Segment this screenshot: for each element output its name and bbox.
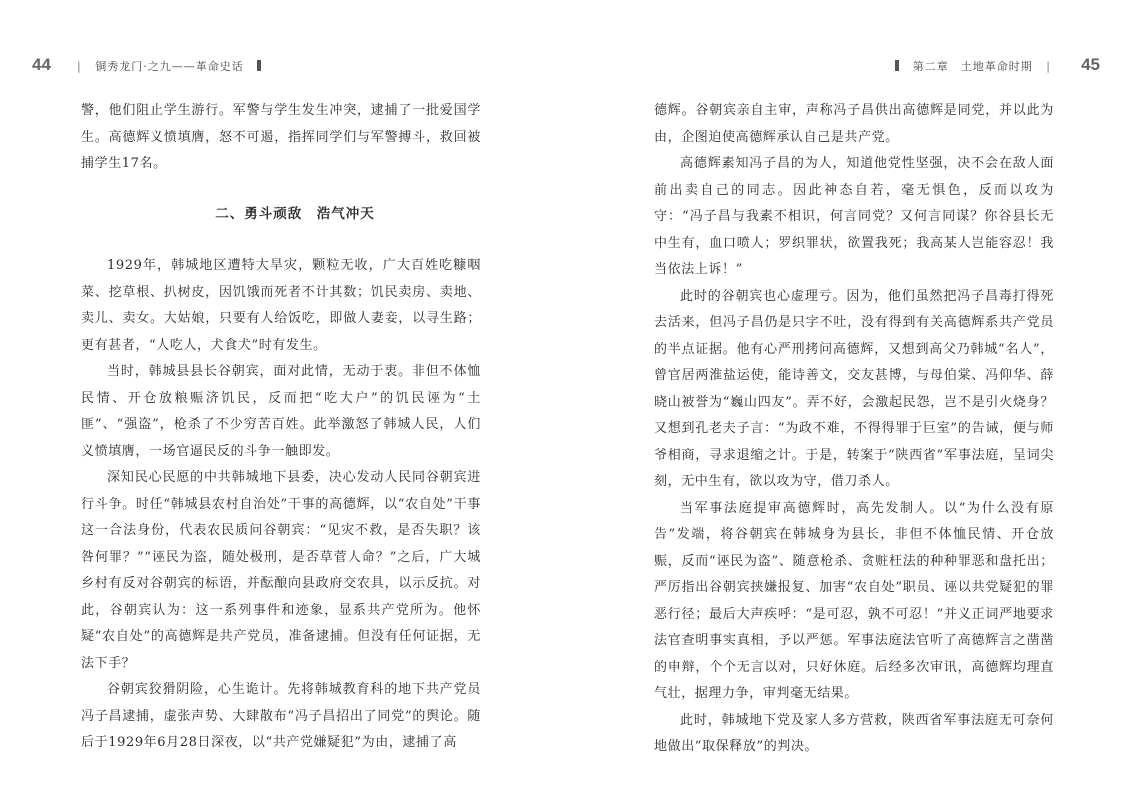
header-bar-marker	[257, 60, 261, 71]
paragraph: 谷朝宾狡猾阴险，心生诡计。先将韩城教育科的地下共产党员冯子昌逮捕，虚张声势、大肆散布“冯子昌招出了同党”的舆论。随后于1929年6月28日深夜，以“共产党嫌疑犯”为由，逮捕了高	[81, 682, 481, 750]
paragraph: 1929年，韩城地区遭特大旱灾，颗粒无收，广大百姓吃糠咽菜、挖草根、扒树皮，因饥饿而死者不计其数；饥民卖房、卖地、卖儿、卖女。大姑娘，只要有人给饭吃，即做人妻妾，以寻生路；更有甚者，“人吃人，犬食犬”时有发生。	[81, 258, 481, 353]
right-page	[567, 0, 1133, 799]
running-head-right: 第二章 土地革命时期 |	[895, 58, 1051, 74]
right-page-header	[567, 55, 1133, 77]
running-head-right-text: 第二章 土地革命时期	[912, 60, 1033, 73]
right-page-body	[654, 98, 1054, 761]
paragraph: 德辉。谷朝宾亲自主审，声称冯子昌供出高德辉是同党，并以此为由，企图迫使高德辉承认自己是共产党。	[654, 103, 1054, 145]
section-title: 二、勇斗顽敌 浩气冲天	[215, 205, 375, 222]
running-head-left: | 铜秀龙门·之九——革命史话	[77, 58, 261, 74]
paragraph: 此时，韩城地下党及家人多方营救，陕西省军事法庭无可奈何地做出“取保释放”的判决。	[654, 712, 1054, 754]
header-bar-marker	[895, 60, 899, 71]
running-head-left-text: 铜秀龙门·之九——革命史话	[95, 60, 244, 73]
paragraph: 高德辉素知冯子昌的为人，知道他党性坚强，决不会在敌人面前出卖自己的同志。因此神态自若，毫无惧色，反而以攻为守：“冯子昌与我素不相识，何言同党？又何言同谋？你谷县长无中生有，血口喷人；罗织罪状，欲置我死；我高某人岂能容忍！我当依法上诉！”	[654, 156, 1054, 277]
paragraph: 深知民心民愿的中共韩城地下县委，决心发动人民同谷朝宾进行斗争。时任“韩城县农村自治处”干事的高德辉，以“农自处”干事这一合法身份，代表农民质问谷朝宾：“见灾不救，是否失职？该咎何罪？”“诬民为盗，随处极刑，是否草菅人命？”之后，广大城乡村有反对谷朝宾的标语，并酝酿向县政府交农具，以示反抗。对此，谷朝宾认为：这一系列事件和迹象，显系共产党所为。他怀疑“农自处”的高德辉是共产党员，准备逮捕。但没有任何证据，无法下手？	[81, 470, 481, 671]
left-page-body	[81, 98, 481, 757]
page-number-right: 45	[1081, 55, 1100, 74]
page-number-left: 44	[32, 55, 51, 74]
paragraph: 当时，韩城县县长谷朝宾，面对此情，无动于衷。非但不体恤民情、开仓放粮赈济饥民，反而把“吃大户”的饥民诬为“土匪”、“强盗”，枪杀了不少穷苦百姓。此举激怒了韩城人民，人们义愤填膺，一场官逼民反的斗争一触即发。	[81, 364, 481, 459]
paragraph: 当军事法庭提审高德辉时，高先发制人。以“为什么没有原告”发端，将谷朝宾在韩城身为县长，非但不体恤民情、开仓放赈，反而“诬民为盗”、随意枪杀、贪赃枉法的种种罪恶和盘托出；严厉指出谷朝宾挟嫌报复、加害“农自处”职员、诬以共党疑犯的罪恶行径；最后大声疾呼：“是可忍，孰不可忍！”并义正词严地要求法官查明事实真相，予以严惩。军事法庭法官听了高德辉言之凿凿的申辩，个个无言以对，只好休庭。后经多次审讯，高德辉均理直气壮，据理力争，审判毫无结果。	[654, 500, 1054, 701]
left-page	[0, 0, 566, 799]
paragraph: 警，他们阻止学生游行。军警与学生发生冲突，逮捕了一批爱国学生。高德辉义愤填膺，怒不可遏，指挥同学们与军警搏斗，救回被捕学生17名。	[81, 103, 481, 171]
paragraph: 此时的谷朝宾也心虚理亏。因为，他们虽然把冯子昌毒打得死去活来，但冯子昌仍是只字不吐，没有得到有关高德辉系共产党员的半点证据。他有心严刑拷问高德辉，又想到高父乃韩城“名人”，曾官居两淮盐运使，能诗善文，交友甚博，与母伯棠、冯仰华、薛晓山被誉为“巍山四友”。弄不好，会激起民怨，岂不是引火烧身？又想到孔老夫子言：“为政不难，不得得罪于巨室”的告诫，便与师爷相商，寻求退缩之计。于是，转案于“陕西省”军事法庭，呈词尖刻，无中生有，欲以攻为守，借刀杀人。	[654, 288, 1054, 489]
left-page-header	[0, 55, 566, 77]
